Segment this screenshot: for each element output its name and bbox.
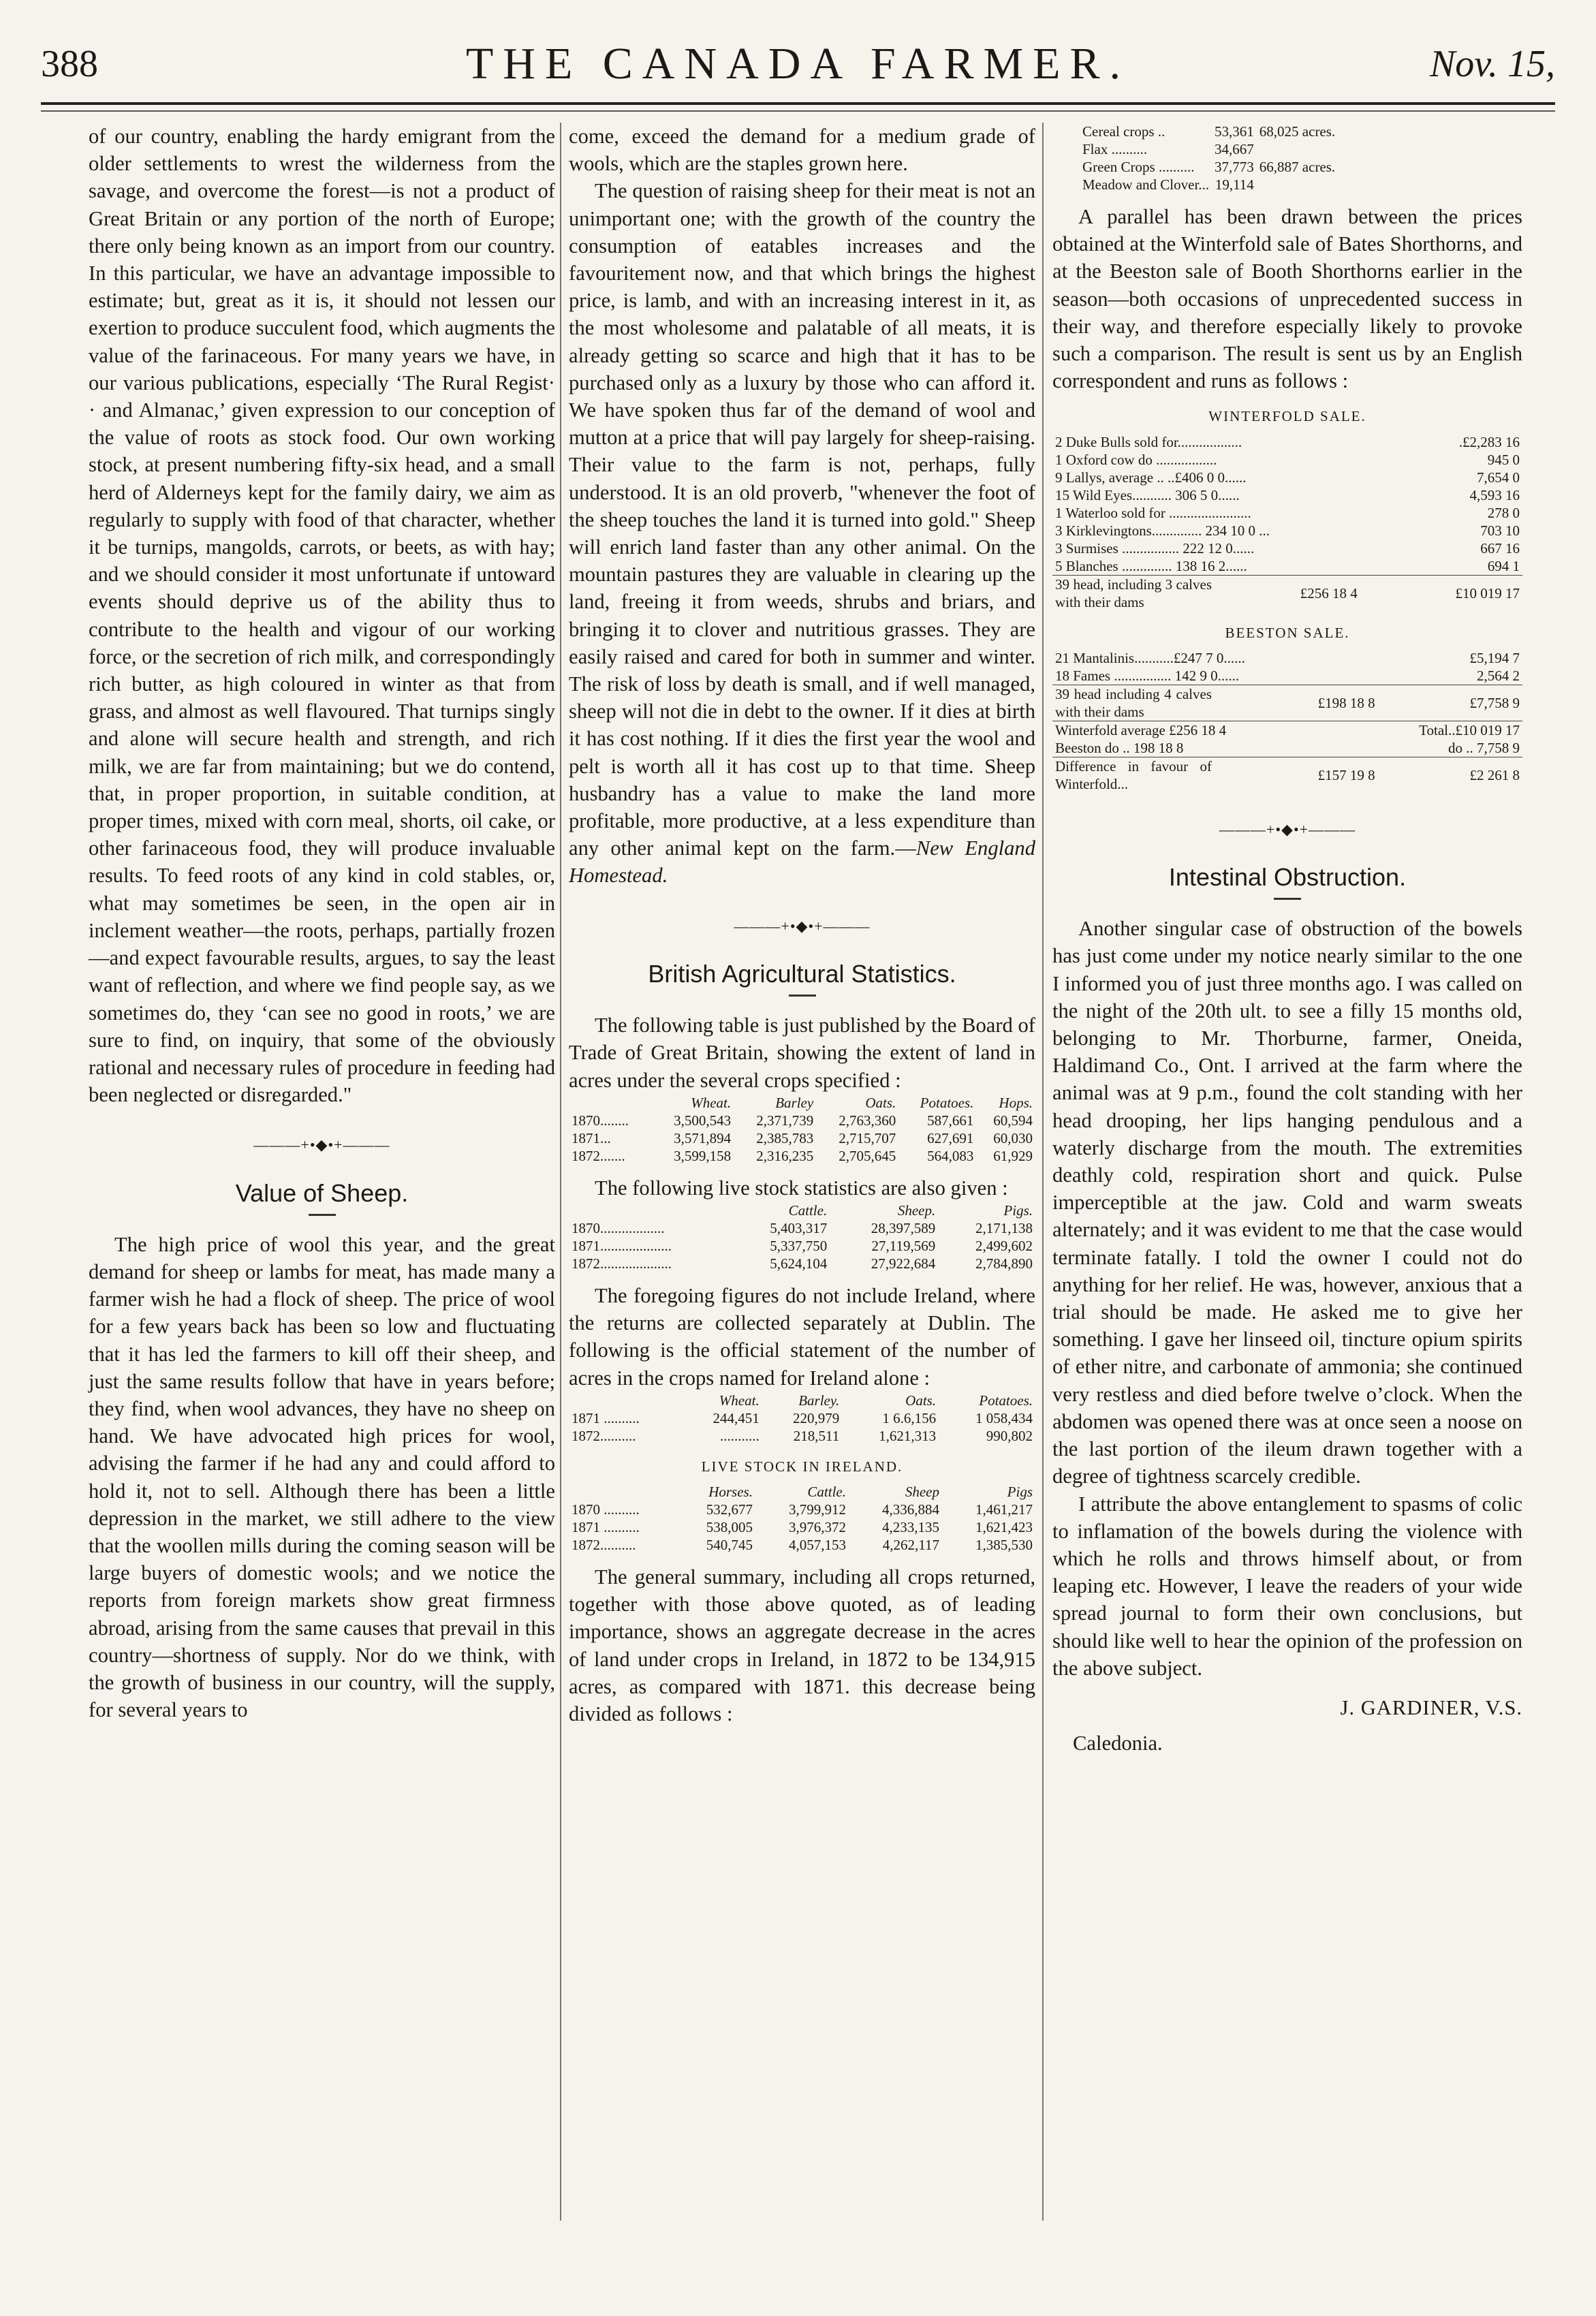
table-cell: 1871.................... [572, 1237, 672, 1254]
ornament-divider: ———+•◆•+——— [1219, 820, 1356, 838]
table-row [569, 1427, 1035, 1445]
table-row [1052, 522, 1522, 539]
table-cell: £7,758 9 [1378, 685, 1522, 721]
table-row [569, 1409, 1035, 1427]
article-paragraph: I attribute the above entanglement to spasms of colic to inflamation of the bowels during the violence with which he rolls and throws himself about, or from leaping etc. However, I leave the readers of your wide spread journal to form their own conclusions, but should like well to hear the opinion of the profession on the above subject. [1052, 1492, 1522, 1680]
article-paragraph: The general summary, including all crops returned, together with those above quoted, as of leading importance, shows an aggregate decrease in the acres of land under crops in Ireland, in 1872 to be 134,915 acres, as compared with 1871. this decrease being divided as follows : [569, 1565, 1035, 1725]
table-cell [1257, 140, 1338, 158]
header-rule [41, 102, 1555, 105]
table-cell: 3 Surmises ................ 222 12 0...... [1055, 539, 1255, 557]
table-cell: 4,057,153 [788, 1536, 846, 1553]
table-cell: 60,030 [993, 1129, 1033, 1146]
table-cell: 2,784,890 [975, 1255, 1033, 1272]
table-cell: 1,461,217 [975, 1501, 1033, 1518]
table-cell: 3,976,372 [788, 1518, 846, 1535]
table-cell: 34,667 [1215, 141, 1254, 157]
table-cell: 68,025 acres. [1259, 123, 1336, 140]
table-cell: 1,385,530 [975, 1536, 1033, 1553]
table-row [569, 1501, 1035, 1518]
title-rule [789, 995, 816, 997]
table-cell: 1 058,434 [975, 1409, 1033, 1426]
article-paragraph: Another singular case of obstruction of the bowels has just come under my notice nearly similar to the one I informed you of just three months ago. I was called on the night of the 20th ult. to see a filly 15 months old, belonging to Mr. Thorburne, farmer, Oneida, Haldimand Co., Ont. I arrived at the farm where the animal was at 9 p.m., found the colt standing with her head drooping, her lips hanging pendulous and a waterly discharge from the mouth. The extremities deathly cold, respiration short and quick. Pulse imperceptible at the jaw. Cold and warm sweats alternately; and it was evident to me that the case would terminate fatally. I told the owner I could not do anything for her relief. He was, however, anxious that a trial should be made. He asked me to give her something. I gave her linseed oil, tincture opium spirits of ether nitre, and carbonate of ammonia; she continued very restless and died before twelve o’clock. When the abdomen was opened there was at once seen a noose on the last portion of the ileum drawn together with a degree of tightness scarcely credible. [1052, 917, 1522, 1488]
table-cell: 3 Kirklevingtons.............. 234 10 0 ... [1055, 522, 1270, 539]
table-header: Horses. [708, 1483, 753, 1500]
table-cell: 2,564 2 [1477, 667, 1520, 684]
table-title: WINTERFOLD SALE. [1208, 408, 1366, 425]
table-cell: 37,773 [1215, 159, 1254, 175]
table-cell: £5,194 7 [1469, 649, 1520, 666]
table-row [569, 1255, 1035, 1272]
table-cell: 990,802 [986, 1427, 1033, 1444]
table-row [1052, 557, 1522, 575]
table-row [569, 1147, 1035, 1165]
table-header: Cattle. [807, 1483, 846, 1500]
table-cell: Beeston do .. 198 18 8 [1055, 739, 1184, 756]
table-row [569, 1112, 1035, 1129]
table-cell: 60,594 [993, 1112, 1033, 1129]
table-header: Potatoes. [979, 1392, 1033, 1409]
table-cell: Total..£10 019 17 [1346, 721, 1522, 739]
table-row [1080, 176, 1338, 193]
table-row [1052, 685, 1522, 721]
table-cell: 9 Lallys, average .. ..£406 0 0...... [1055, 469, 1247, 486]
table-row [569, 1129, 1035, 1147]
table-cell: 1871... [572, 1129, 611, 1146]
table-cell: Cereal crops .. [1082, 123, 1165, 140]
table-row [1052, 757, 1522, 793]
averages-table [1052, 721, 1522, 757]
table-header [569, 1094, 651, 1112]
page-number: 388 [41, 43, 98, 85]
table-row [1052, 739, 1522, 757]
ornament-divider: ———+•◆•+——— [253, 1136, 390, 1154]
table-cell: 19,114 [1215, 176, 1254, 193]
table-cell: 1,621,423 [975, 1518, 1033, 1535]
table-cell: 694 1 [1487, 557, 1520, 574]
table-row [569, 1536, 1035, 1554]
table-header: Pigs [1007, 1483, 1033, 1500]
column-1 [89, 123, 555, 1723]
ornament-divider: ———+•◆•+——— [734, 917, 871, 935]
title-rule [309, 1214, 336, 1216]
title-rule [1274, 898, 1301, 900]
table-cell: £2 261 8 [1378, 757, 1522, 793]
table-cell: 1870.................. [572, 1219, 665, 1236]
article-paragraph: A parallel has been drawn between the prices obtained at the Winterfold sale of Bates Shorthorns, and at the Beeston sale of Booth Shorthorns earlier in the season—both occasions of unprecedented success in their way, and therefore especially likely to provoke such a comparison. The result is sent us by an English correspondent and runs as follows : [1052, 205, 1522, 393]
table-cell: 1872.......... [572, 1427, 636, 1444]
table-row [1052, 649, 1522, 667]
author-location: Caledonia. [1073, 1732, 1163, 1755]
table-cell: 1872....... [572, 1147, 625, 1164]
table-row [1052, 433, 1522, 451]
table-cell: 39 head, including 3 calves with their dams [1052, 575, 1215, 611]
table-cell: 3,799,912 [788, 1501, 846, 1518]
table-cell: 278 0 [1487, 504, 1520, 521]
table-cell: 5 Blanches .............. 138 16 2...... [1055, 557, 1247, 574]
column-divider [560, 123, 561, 2221]
page-header [41, 20, 1555, 89]
table-cell: Winterfold average £256 18 4 [1052, 721, 1346, 739]
table-row [1080, 123, 1338, 140]
table-row [1052, 575, 1522, 611]
table-header [569, 1202, 732, 1219]
winterfold-table [1052, 433, 1522, 575]
table-header: Sheep [905, 1483, 939, 1500]
table-cell: 2,715,707 [839, 1129, 896, 1146]
article-paragraph: The following table is just published by the Board of Trade of Great Britain, showing the extent of land in acres under the several crops specified : [569, 1014, 1035, 1092]
ireland-livestock-table [569, 1483, 1035, 1554]
table-cell: 1871 .......... [572, 1409, 640, 1426]
table-cell: 4,262,117 [882, 1536, 939, 1553]
source-credit: New England Homestead. [569, 836, 1036, 888]
difference-table [1052, 757, 1522, 793]
table-row [1052, 721, 1522, 739]
table-header: Pigs. [1003, 1202, 1033, 1219]
article-paragraph: come, exceed the demand for a medium grade of wools, which are the staples grown here. [569, 125, 1035, 176]
table-cell: 2,371,739 [756, 1112, 814, 1129]
table-cell: 39 head including 4 calves with their dams [1052, 685, 1215, 721]
table-cell: 1872.................... [572, 1255, 672, 1272]
table-cell: 27,922,684 [871, 1255, 936, 1272]
paragraph-text: The question of raising sheep for their meat is not an unimportant one; with the growth of the country the consumption of eatables increases and the favouritement now, and that which brings the highest price, is lamb, and with an increasing interest in it, as the most wholesome and palatable of all meats, it is already getting so scarce and high that it has to be purchased only as a luxury by those who can afford it. We have spoken thus far of the demand of wool and mutton at a price that will pay largely for sheep-raising. Their value to the farm is not, perhaps, fully understood. It is an old proverb, "whenever the foot of the sheep touches the land it is turned into gold." Sheep will enrich land faster than any other animal. On the mountain pastures they are valuable in clearing up the land, freeing it from weeds, shrubs and briars, and bringing it to clover and nutritious grasses. They are easily raised and cared for both in summer and winter. The risk of loss by death is small, and if well managed, sheep will not die in debt to the owner. If it dies at birth it has cost nothing. If it dies the first year the wool and pelt is worth all it has cost up to that time. Sheep husbandry has a value to make the land more profitable, more productive, at a less expenditure than any other animal kept on the farm.— [569, 179, 1035, 860]
table-cell: 1 Oxford cow do ................. [1055, 451, 1217, 468]
header-rule-thin [41, 110, 1555, 112]
table-cell: 2,316,235 [756, 1147, 814, 1164]
table-row [1080, 140, 1338, 158]
section-title-obstruction: Intestinal Obstruction. [1168, 863, 1407, 892]
table-cell: 61,929 [993, 1147, 1033, 1164]
table-cell: 1871 .......... [572, 1518, 640, 1535]
table-cell: 2,171,138 [975, 1219, 1033, 1236]
table-cell: Flax .......... [1082, 141, 1148, 157]
table-cell: 5,403,317 [770, 1219, 828, 1236]
table-cell: 1,621,313 [879, 1427, 937, 1444]
table-cell: 2 Duke Bulls sold for.................. [1055, 433, 1242, 450]
issue-date: Nov. 15, [1429, 43, 1555, 85]
table-cell: 2,763,360 [839, 1112, 896, 1129]
table-cell: .£2,283 16 [1458, 433, 1520, 450]
section-title-sheep: Value of Sheep. [235, 1178, 409, 1207]
table-cell: 703 10 [1480, 522, 1520, 539]
table-cell: 7,654 0 [1477, 469, 1520, 486]
table-title: LIVE STOCK IN IRELAND. [701, 1458, 903, 1475]
table-cell: £198 18 8 [1215, 685, 1378, 721]
column-3 [1052, 123, 1522, 1757]
table-cell: 4,336,884 [881, 1501, 939, 1518]
table-row [1052, 486, 1522, 504]
table-cell: 4,233,135 [881, 1518, 939, 1535]
table-header: Sheep. [897, 1202, 936, 1219]
table-cell: 4,593 16 [1469, 486, 1520, 503]
beeston-total [1052, 685, 1522, 721]
table-cell: 532,677 [706, 1501, 753, 1518]
table-header: Oats. [865, 1094, 896, 1111]
table-cell: 540,745 [706, 1536, 753, 1553]
table-cell: do .. 7,758 9 [1448, 739, 1520, 756]
table-header: Barley [775, 1094, 814, 1111]
summary-table [1080, 123, 1338, 193]
table-cell: Difference in favour of Winterfold... [1052, 757, 1215, 793]
table-cell: 945 0 [1487, 451, 1520, 468]
table-cell: 1870 .......... [572, 1501, 640, 1518]
table-cell: 53,361 [1215, 123, 1254, 140]
table-cell: 2,705,645 [839, 1147, 896, 1164]
table-cell: 1 6.6,156 [882, 1409, 937, 1426]
table-cell: 66,887 acres. [1259, 159, 1336, 175]
table-header: Wheat. [691, 1094, 732, 1111]
table-cell: 218,511 [793, 1427, 840, 1444]
table-cell: Green Crops .......... [1082, 159, 1195, 175]
table-cell: 3,599,158 [674, 1147, 732, 1164]
article-paragraph [569, 177, 1035, 889]
table-cell: 3,571,894 [674, 1129, 732, 1146]
table-cell: 587,661 [927, 1112, 974, 1129]
table-header: Barley. [798, 1392, 840, 1409]
section-title-statistics: British Agricultural Statistics. [648, 959, 956, 988]
table-cell: 5,624,104 [770, 1255, 828, 1272]
table-row [1080, 158, 1338, 176]
table-cell: 5,337,750 [770, 1237, 828, 1254]
table-header [569, 1483, 678, 1501]
beeston-table [1052, 649, 1522, 685]
table-row [569, 1518, 1035, 1536]
table-cell: 1872.......... [572, 1536, 636, 1553]
table-cell: £256 18 4 [1215, 575, 1360, 611]
article-paragraph: The high price of wool this year, and the great demand for sheep or lambs for meat, has made many a farmer wish he had a flock of sheep. The price of wool for a few years back has been so low and fluctuating that it has led the farmers to kill off their sheep, and just the same results follow that have in years before; they find, when wool advances, they have no sheep on hand. We have advocated high prices for wool, advising the farmer if he had any and could afford to hold it, not to sell. Although there has been a little depression in the market, we still adhere to the view that the woollen mills during the coming season will be large buyers of domestic wools; and we notice the reports from foreign markets show great firmness abroad, arising from the same causes that prevail in this country—shortness of supply. Nor do we think, with the growth of business in our country, will the supply, for several years to [89, 1232, 555, 1722]
article-paragraph: The foregoing figures do not include Ireland, where the returns are collected separately at Dublin. The following is the official statement of the number of acres in the crops named for Ireland alone : [569, 1283, 1035, 1390]
newspaper-title: THE CANADA FARMER. [465, 39, 1130, 89]
table-header [569, 1392, 682, 1409]
table-cell: 2,385,783 [756, 1129, 814, 1146]
livestock-table [569, 1202, 1035, 1272]
table-header: Hops. [999, 1094, 1033, 1111]
table-cell: Meadow and Clover... [1082, 176, 1210, 193]
table-cell: 667 16 [1480, 539, 1520, 557]
article-continuation: of our country, enabling the hardy emigrant from the older settlements to wrest the wilderness from the savage, and overcome the forest—is not a product of Great Britain or any portion of the north of Europe; there only being known as an import from our country. In this particular, we have an advantage impossible to estimate; but, great as it is, it should not lessen our exertion to produce succulent food, which augments the value of the farinaceous. For many years we have, in our various publications, especially ‘The Rural Regist· · and Almanac,’ given expression to our conception of the value of roots as stock food. Our own working stock, at present numbering fifty-six head, and a small herd of Alderneys kept for the family dairy, we aim as regularly to supply with food of that character, whether it be turnips, mangolds, carrots, or beets, as with hay; and we should consider it most unfortunate if untoward events should deprive us of the ability thus to contribute to the health and vigour of our working force, or the secretion of rich milk, and correspondingly rich butter, as high coloured in winter as that from grass, and almost as well flavoured. That turnips singly and alone will secure health and strength, and rich milk, we are far from maintaining; but we do contend, that, in proper proportion, in suitable condition, at proper times, mixed with corn meal, shorts, oil cake, or other farinaceous food, they will produce invaluable results. To feed roots of any kind in cold stables, or, what may sometimes be seen, in the open air in inclement weather—the roots, perhaps, partially frozen—and expect favourable results, argues, to say the least want of reflection, and where we find people say, as we sometimes do, they ‘can see no good in roots,’ we are sure to find, on inquiry, that some of the obviously rational and necessary rules of procedure in feeding had been neglected or disregarded." [89, 125, 555, 1107]
table-cell: 627,691 [927, 1129, 974, 1146]
author-signature: J. GARDINER, V.S. [1340, 1695, 1522, 1719]
table-cell: 15 Wild Eyes........... 306 5 0...... [1055, 486, 1240, 503]
column-2 [569, 123, 1035, 1727]
crops-table [569, 1094, 1035, 1165]
table-cell: 28,397,589 [871, 1219, 936, 1236]
table-cell: 538,005 [706, 1518, 753, 1535]
table-cell: 564,083 [927, 1147, 974, 1164]
table-row [1052, 504, 1522, 522]
table-row [569, 1237, 1035, 1255]
table-cell: £157 19 8 [1215, 757, 1378, 793]
table-title: BEESTON SALE. [1225, 624, 1350, 641]
table-header: Cattle. [788, 1202, 828, 1219]
table-cell: 1870........ [572, 1112, 629, 1129]
table-header: Potatoes. [920, 1094, 974, 1111]
table-row [1052, 667, 1522, 685]
table-cell [1257, 176, 1338, 193]
table-cell: 2,499,602 [975, 1237, 1033, 1254]
table-cell: ........... [719, 1427, 760, 1444]
table-row [1052, 451, 1522, 469]
table-row [1052, 539, 1522, 557]
table-row [1052, 469, 1522, 486]
article-paragraph: The following live stock statistics are also given : [595, 1176, 1008, 1200]
table-header: Wheat. [719, 1392, 760, 1409]
table-cell: 3,500,543 [674, 1112, 732, 1129]
table-cell: £10 019 17 [1360, 575, 1522, 611]
ireland-crops-table [569, 1392, 1035, 1445]
table-cell: 220,979 [793, 1409, 840, 1426]
table-cell: 27,119,569 [871, 1237, 936, 1254]
column-divider [1042, 123, 1044, 2221]
table-row [569, 1219, 1035, 1237]
winterfold-total [1052, 575, 1522, 611]
table-cell: 1 Waterloo sold for ....................... [1055, 504, 1251, 521]
table-cell: 21 Mantalinis...........£247 7 0...... [1055, 649, 1245, 666]
table-cell: 18 Fames ................ 142 9 0...... [1055, 667, 1240, 684]
table-header: Oats. [905, 1392, 937, 1409]
table-cell: 244,451 [713, 1409, 760, 1426]
